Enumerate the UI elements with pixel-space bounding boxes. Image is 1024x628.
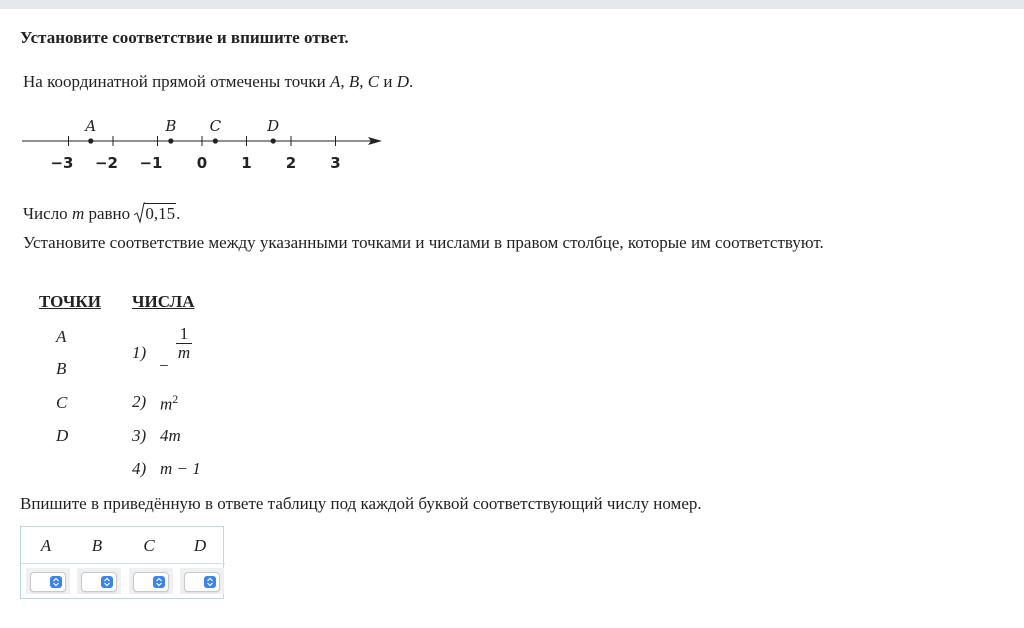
m-line-end: . [176,204,181,223]
radicand: 0,15 [145,204,176,223]
instruction-text: Установите соответствие между указанными точками и числами в правом столбце, которые им соответствуют. [23,233,824,252]
tick-label: 2 [285,154,297,172]
point-a-label: A [85,117,97,135]
point-a-label: A [56,327,67,346]
intro-point-d: D [396,72,409,91]
point-d-label: D [56,426,69,445]
number-3-expr: 4m [160,426,181,445]
number-2-base: m [160,394,173,414]
intro-sep-2: , [359,72,368,91]
point-a-dot [88,138,93,143]
select-arrows-icon [50,576,62,588]
m-symbol: m [71,204,85,223]
intro-prefix: На координатной прямой отмечены точки [23,72,330,91]
intro-text [23,72,413,92]
answer-col-c: C [143,536,155,555]
select-arrows-icon [153,576,165,588]
answer-instruction: Впишите в приведённую в ответе таблицу под каждой буквой соответствующий числу номер. [20,494,702,513]
tick-label: −1 [139,154,163,172]
tick-label: 3 [330,154,341,172]
fraction-denominator: m [177,343,191,362]
number-1-fraction [176,325,192,362]
select-arrows-icon [204,576,216,588]
number-4-expr: m − 1 [160,459,201,478]
number-line [20,110,390,174]
intro-sep-1: , [340,72,349,91]
point-c-label: C [209,117,222,135]
point-c-label: C [56,393,68,412]
answer-select-b[interactable] [81,572,117,592]
m-line-mid: равно [84,204,135,223]
tick-label: −2 [94,154,118,172]
intro-point-b: B [348,72,360,91]
m-line-prefix: Число [23,204,72,223]
top-bar [0,0,1024,9]
point-b-dot [168,138,173,143]
intro-point-a: A [329,72,341,91]
tick-label: 0 [196,154,208,172]
tick-label: 1 [241,154,252,172]
m-definition [23,202,180,224]
point-c-dot [213,138,218,143]
number-4-index: 4) [132,459,147,478]
answer-col-d: D [193,536,207,555]
number-1-index: 1) [132,343,147,362]
sqrt-expression [134,202,176,224]
number-2-expr [160,392,178,415]
intro-end: . [408,72,414,91]
answer-select-a[interactable] [30,572,66,592]
fraction-numerator: 1 [179,324,189,343]
answer-col-a: A [40,536,52,555]
point-b-label: B [56,359,67,378]
intro-and: и [379,72,397,91]
intro-point-c: C [367,72,380,91]
number-2-index: 2) [132,392,147,411]
point-b-label: B [165,117,177,135]
number-2-exponent: 2 [172,392,179,406]
tick-label: −3 [50,154,74,172]
points-header: ТОЧКИ [39,292,101,311]
answer-col-b: B [91,536,103,555]
numbers-header: ЧИСЛА [132,292,195,311]
select-arrows-icon [101,576,113,588]
answer-select-d[interactable] [184,572,220,592]
point-d-dot [271,138,276,143]
number-3-index: 3) [132,426,147,445]
task-heading: Установите соответствие и впишите ответ. [20,28,349,47]
point-d-label: D [267,117,280,135]
answer-select-c[interactable] [133,572,169,592]
number-1-minus: − [159,356,169,375]
answer-table [20,526,224,599]
